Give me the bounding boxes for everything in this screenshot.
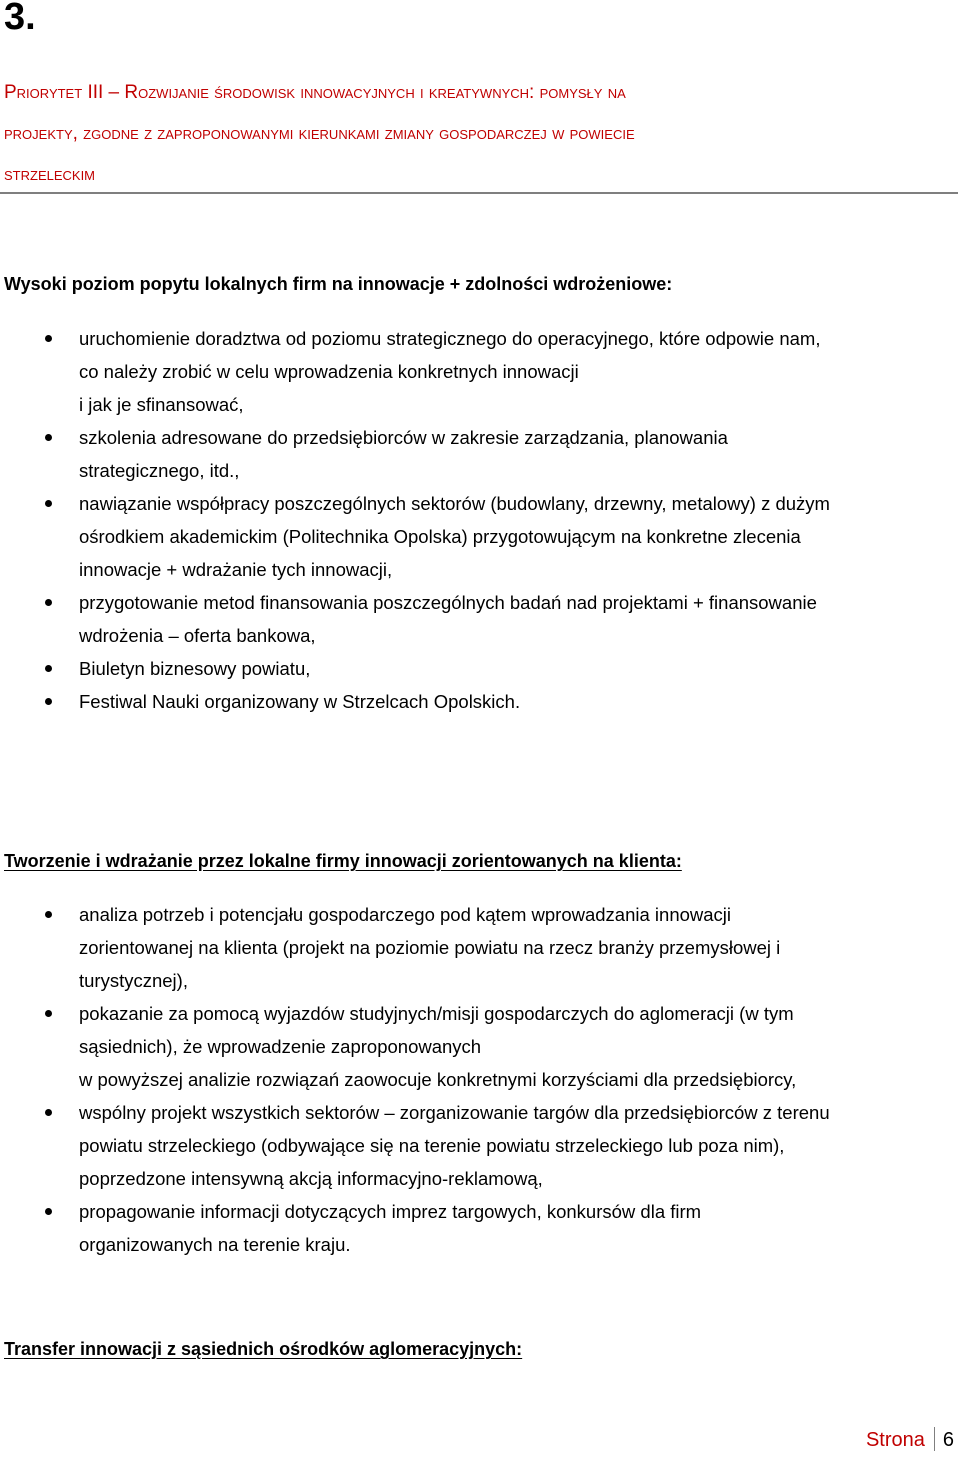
section-title-demand: Wysoki poziom popytu lokalnych firm na innowacje + zdolności wdrożeniowe:: [4, 274, 673, 294]
list-item-text: sąsiednich), że wprowadzenie zaproponowanych: [79, 1036, 482, 1057]
list-item: [0, 1096, 945, 1195]
bullet-icon: [45, 1109, 52, 1116]
list-item: [0, 652, 945, 685]
list-item: [0, 322, 945, 421]
list-item-text: strategicznego, itd.,: [79, 460, 240, 481]
list-item: [0, 1195, 945, 1261]
list-item-text: propagowanie informacji dotyczących imprez targowych, konkursów dla firm: [79, 1201, 702, 1222]
list-item: [0, 487, 945, 586]
list-item-text: analiza potrzeb i potencjału gospodarczego pod kątem wprowadzania innowacji: [79, 904, 732, 925]
list-item-text: ośrodkiem akademickim (Politechnika Opolska) przygotowującym na konkretne zlecenia: [79, 526, 801, 547]
list-item-text: szkolenia adresowane do przedsiębiorców w zakresie zarządzania, planowania: [79, 427, 728, 448]
list-item-text: co należy zrobić w celu wprowadzenia konkretnych innowacji: [79, 361, 579, 382]
list-item: [0, 685, 945, 718]
priority-heading: [4, 72, 944, 195]
list-item-text: Biuletyn biznesowy powiatu,: [79, 658, 311, 679]
list-item-text: turystycznej),: [79, 970, 188, 991]
bullet-icon: [45, 1010, 52, 1017]
list-item: [0, 997, 945, 1096]
list-item: [0, 898, 945, 997]
list-item-text: przygotowanie metod finansowania poszczególnych badań nad projektami + finansowanie: [79, 592, 817, 613]
page-footer: [866, 1427, 954, 1453]
demand-list: [0, 322, 945, 718]
list-item-text: wdrożenia – oferta bankowa,: [79, 625, 316, 646]
list-item-text: powiatu strzeleckiego (odbywające się na terenie powiatu strzeleckiego lub poza nim),: [79, 1135, 785, 1156]
list-item-text: i jak je sfinansować,: [79, 394, 244, 415]
list-item-text: zorientowanej na klienta (projekt na poziomie powiatu na rzecz branży przemysłowej i: [79, 937, 781, 958]
list-item: [0, 586, 945, 652]
section-title-customer-innovation: Tworzenie i wdrażanie przez lokalne firmy innowacji zorientowanych na klienta:: [4, 851, 682, 871]
customer-innovation-list: [0, 898, 945, 1261]
bullet-icon: [45, 698, 52, 705]
list-item-text: w powyższej analizie rozwiązań zaowocuje konkretnymi korzyściami dla przedsiębiorcy,: [79, 1069, 797, 1090]
bullet-icon: [45, 599, 52, 606]
footer-page-number: 6: [942, 1429, 954, 1451]
bullet-icon: [45, 500, 52, 507]
list-item-text: organizowanych na terenie kraju.: [79, 1234, 351, 1255]
list-item: [0, 421, 945, 487]
bullet-icon: [45, 1208, 52, 1215]
footer-separator: [934, 1427, 935, 1451]
list-item-text: Festiwal Nauki organizowany w Strzelcach Opolskich.: [79, 691, 521, 712]
bullet-icon: [45, 665, 52, 672]
list-item-text: uruchomienie doradztwa od poziomu strategicznego do operacyjnego, które odpowie nam,: [79, 328, 821, 349]
bullet-icon: [45, 335, 52, 342]
priority-heading-line: strzeleckim: [4, 164, 96, 185]
footer-page-label: Strona: [865, 1429, 925, 1451]
bullet-icon: [45, 434, 52, 441]
list-item-text: innowacje + wdrażanie tych innowacji,: [79, 559, 393, 580]
list-item-text: poprzedzone intensywną akcją informacyjno-reklamową,: [79, 1168, 543, 1189]
list-item-text: wspólny projekt wszystkich sektorów – zorganizowanie targów dla przedsiębiorców z terenu: [79, 1102, 830, 1123]
priority-heading-line: Priorytet III – Rozwijanie środowisk innowacyjnych i kreatywnych: pomysły na: [4, 82, 626, 103]
list-item-text: nawiązanie współpracy poszczególnych sektorów (budowlany, drzewny, metalowy) z dużym: [79, 493, 830, 514]
section-number: 3.: [4, 0, 36, 38]
list-item-text: pokazanie za pomocą wyjazdów studyjnych/misji gospodarczych do aglomeracji (w tym: [79, 1003, 794, 1024]
bullet-icon: [45, 911, 52, 918]
priority-heading-line: projekty, zgodne z zaproponowanymi kierunkami zmiany gospodarczej w powiecie: [4, 123, 635, 144]
section-title-transfer: Transfer innowacji z sąsiednich ośrodków aglomeracyjnych:: [4, 1339, 523, 1359]
heading-divider: [0, 192, 958, 194]
